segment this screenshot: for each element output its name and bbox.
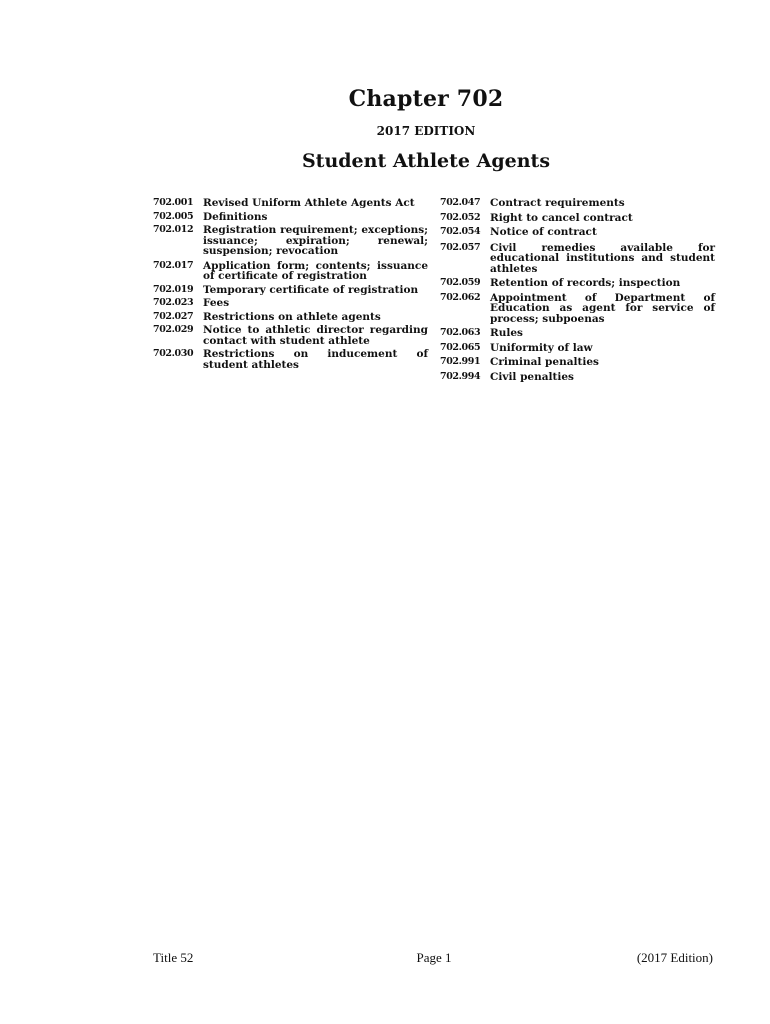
toc-entry [440, 198, 715, 209]
section-title: Temporary certificate of registration [203, 283, 419, 296]
section-number: 702.019 [153, 283, 194, 295]
toc-entry [440, 213, 715, 224]
section-title: Uniformity of law [490, 341, 593, 354]
section-title: Contract requirements [490, 197, 625, 209]
section-title: Civil penalties [490, 370, 574, 383]
section-title: Registration requirement; exceptions; issuance; expiration; renewal; suspension; revocation [203, 224, 428, 257]
toc-entry [440, 372, 715, 383]
section-number: 702.023 [153, 297, 194, 308]
section-number: 702.065 [440, 341, 481, 353]
toc-entry [153, 212, 428, 223]
section-number: 702.054 [440, 226, 481, 237]
toc-entry [153, 298, 428, 309]
footer-title: Title 52 [153, 950, 194, 965]
section-title: Notice of contract [490, 226, 597, 238]
section-number: 702.001 [153, 197, 194, 208]
toc-entry [440, 328, 715, 339]
toc-entry [153, 325, 428, 346]
section-title: Restrictions on athlete agents [203, 310, 381, 323]
toc-entry [153, 312, 428, 323]
toc-entry [440, 343, 715, 354]
section-title: Criminal penalties [490, 356, 599, 368]
chapter-title: Chapter 702 [348, 86, 504, 112]
section-number: 702.012 [153, 224, 194, 235]
edition-label: 2017 EDITION [376, 124, 476, 138]
section-title: Civil remedies available for educational institutions and student athletes [490, 241, 715, 275]
section-title: Right to cancel contract [490, 211, 633, 224]
section-number: 702.017 [153, 259, 194, 271]
toc-entry [153, 261, 428, 282]
section-number: 702.994 [440, 370, 481, 382]
section-title: Revised Uniform Athlete Agents Act [203, 197, 415, 209]
toc-entry [153, 349, 428, 370]
section-number: 702.030 [153, 348, 194, 359]
toc-left-column [153, 198, 428, 370]
section-title: Appointment of Department of Education as agent for service of process; subpoenas [490, 291, 715, 325]
toc-entry [440, 278, 715, 289]
section-number: 702.059 [440, 277, 481, 288]
toc-entry [440, 357, 715, 368]
footer-edition: (2017 Edition) [636, 950, 713, 965]
section-number: 702.057 [440, 241, 481, 253]
toc-entry [440, 227, 715, 238]
toc-right-column [440, 198, 715, 382]
section-number: 702.027 [153, 310, 194, 322]
footer-page-number: Page 1 [416, 950, 452, 965]
section-title: Rules [490, 327, 523, 339]
toc-entry [153, 285, 428, 296]
section-title: Notice to athletic director regarding contact with student athlete [203, 324, 428, 347]
section-number: 702.063 [440, 327, 481, 338]
toc-entry [440, 293, 715, 325]
section-number: 702.062 [440, 291, 481, 303]
section-number: 702.005 [153, 210, 194, 222]
section-number: 702.047 [440, 197, 481, 208]
section-title: Restrictions on inducement of student athletes [203, 348, 428, 371]
toc-entry [153, 225, 428, 257]
section-title: Application form; contents; issuance of certificate of registration [203, 259, 428, 282]
section-number: 702.991 [440, 356, 481, 367]
section-number: 702.052 [440, 211, 481, 223]
section-title: Definitions [203, 210, 268, 223]
section-number: 702.029 [153, 324, 194, 335]
chapter-subject: Student Athlete Agents [301, 150, 551, 172]
toc-entry [440, 243, 715, 275]
section-title: Retention of records; inspection [490, 277, 681, 289]
section-title: Fees [203, 297, 230, 309]
toc-entry [153, 198, 428, 209]
